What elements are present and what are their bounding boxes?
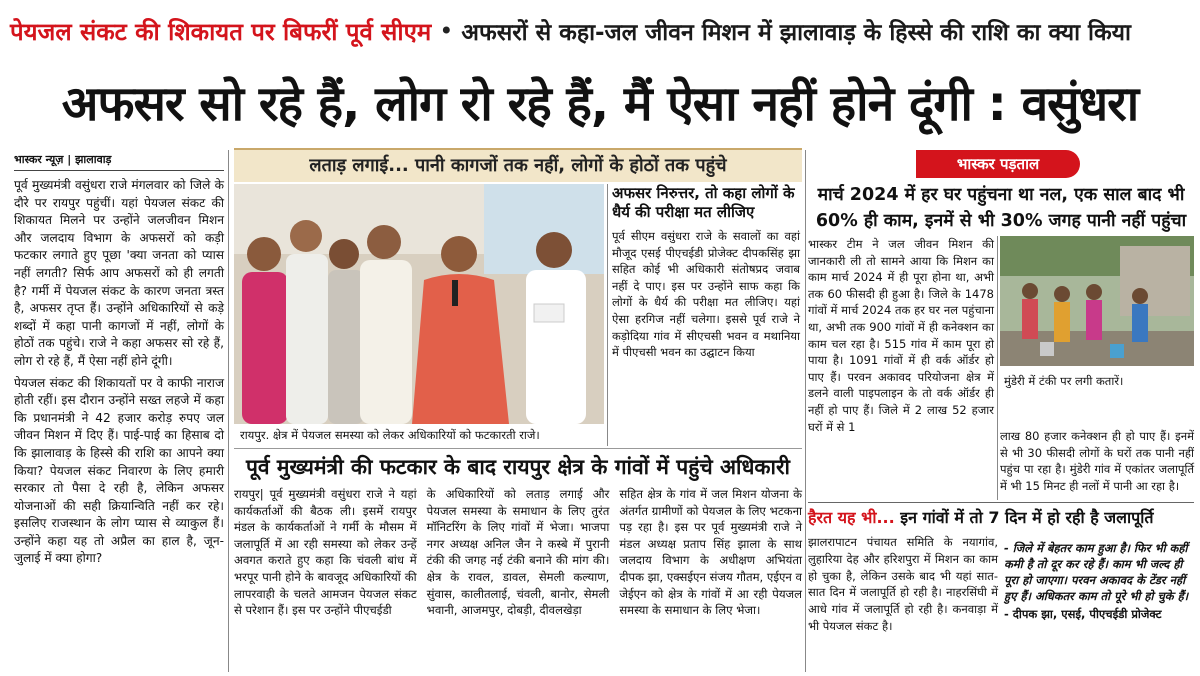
middle-story-heading: अफसर निरुत्तर, तो कहा लोगों के धैर्य की परीक्षा मत लीजिए bbox=[612, 184, 795, 221]
left-paragraph-2: पेयजल संकट की शिकायतों पर वे काफी नाराज होती रहीं। इस दौरान उन्होंने सख्त लहजे में कहा कि प्रधानमंत्री ने 42 हजार करोड़ रुपए जल जीवन मिशन में दिए हैं। पाई-पाई का हिसाब दो कि झालावाड़ के हिस्से की राशि का आपने क्या किया? पेयजल संकट निवारण के लिए हमारी सरकार तो पैसा दे रही है, लेकिन अफसर योजनाओं की सही क्रियान्विति नहीं कर रहे। इसलिए राजस्थान के लोग प्यास से व्याकुल हैं। उन्होंने कहा यह तो अप्रैल का हाल है, जून-जुलाई में क्या होगा? bbox=[14, 375, 224, 566]
padtal-heading: मार्च 2024 में हर घर पहुंचना था नल, एक साल बाद भी 60% ही काम, इनमें से भी 30% जगह पानी नहीं पहुंचा bbox=[815, 185, 1187, 231]
haurat-lead: हैरत यह भी... bbox=[808, 508, 895, 527]
column-divider-left bbox=[228, 150, 229, 672]
bottom-column-1: रायपुर| पूर्व मुख्यमंत्री वसुंधरा राजे ने यहां कार्यकर्ताओं की बैठक ली। इसमें रायपुर मंडल के कार्यकर्ताओं ने गर्मी के मौसम में जलापूर्ति में आ रही समस्या को लेकर उन्हें अवगत कराते हुए कहा कि चंवली बांध में भरपूर पानी होने के बावजूद अधिकारियों की लापरवाही के चलते आमजन पेयजल संकट से परेशान हैं। इस पर उन्होंने पीएचईडी bbox=[234, 487, 417, 618]
padtal-body-continued: लाख 80 हजार कनेक्शन ही हो पाए हैं। इनमें से भी 30 फीसदी लोगों के घरों तक पानी नहीं पहुंच पा रहा है। मुंडेरी गांव में एकांतर जलापूर्ति में भी 15 मिनट ही नलों में पानी आ रहा है। bbox=[1000, 429, 1194, 493]
village-photo-caption: मुंडेरी में टंकी पर लगी कतारें। bbox=[1004, 374, 1124, 388]
village-photo bbox=[1000, 236, 1194, 366]
news-photo bbox=[234, 184, 604, 424]
left-paragraph-1: पूर्व मुख्यमंत्री वसुंधरा राजे मंगलवार को जिले के दौरे पर रायपुर पहुंचीं। यहां पेयजल संकट की शिकायत मिलने पर उन्होंने जलजीवन मिशन और जलदाय विभाग के अफसरों को कड़ी फटकार लगाते हुए पूछा 'क्या जनता को प्यास नहीं लगती? सिर्फ आप अफसरों को ही लगती है? गर्मी में पेयजल संकट के कारण जनता त्रस्त है, अफसर तृप्त हैं। उन्होंने अधिकारियों से कड़े शब्दों में कहा पानी कागजों में नहीं, लोगों के होठों तक पहुंचे। राजे ने कहा अफसर सो रहे हैं, लोग रो रहे हैं, मैं ऐसा नहीं होने दूंगी। bbox=[14, 178, 224, 368]
haurat-body-column bbox=[808, 534, 998, 672]
column-divider-middle bbox=[607, 184, 608, 446]
quote-text: - जिले में बेहतर काम हुआ है। फिर भी कहीं कमी है तो दूर कर रहे हैं। काम भी जल्द ही पूरा हो जाएगा। परवन अकावद के टेंडर नहीं हुए हैं। अधिकतर काम तो पूरे भी हो चुके हैं। bbox=[1004, 541, 1189, 603]
padtal-body-column bbox=[808, 236, 994, 496]
padtal-body: भास्कर टीम ने जल जीवन मिशन की जानकारी ली तो सामने आया कि मिशन का काम मार्च 2024 में ही पूरा होना था, अभी तक 60 फीसदी ही हुआ है। जिले के 1478 गांवों में मार्च 2024 तक हर घर नल पहुंचाना था, अभी तक 900 गांवों में ही कनेक्शन का काम चल रहा है। 515 गांव में काम पूरा हो पाया है। 1091 गांवों में ही वर्क ऑर्डर हो पाए हैं। परवन अकावद परियोजना क्षेत्र में डलने वाली पाइपलाइन के तो वर्क ऑर्डर ही नहीं हो पाए हैं। जिले में 2 लाख 52 हजार घरों में से 1 bbox=[808, 237, 994, 434]
kicker-red-text: पेयजल संकट की शिकायत पर बिफरीं पूर्व सीएम bbox=[10, 17, 432, 46]
news-photo-illustration bbox=[234, 184, 604, 424]
bottom-column-3: सहित क्षेत्र के गांव में जल मिशन योजना के अंतर्गत ग्रामीणों को पेयजल के लिए भटकना पड़ रहा है। इस पर पूर्व मुख्यमंत्री राजे ने मंडल अध्यक्ष प्रताप सिंह झाला के साथ जलदाय विभाग के अधीक्षण अभियंता दीपक झा, एक्सईएन संजय गौतम, एईएन व जेईएन को क्षेत्र के गांवों में आ रही पेयजल समस्या के समाधान के लिए भेजा। bbox=[619, 487, 803, 618]
padtal-badge: भास्कर पड़ताल bbox=[916, 150, 1080, 178]
column-divider-padtal bbox=[997, 236, 998, 500]
kicker-dark-text: अफसरों से कहा-जल जीवन मिशन में झालावाड़ के हिस्से की राशि का क्या किया bbox=[461, 20, 1131, 46]
kicker-line bbox=[0, 0, 1200, 62]
main-headline: अफसर सो रहे हैं, लोग रो रहे हैं, मैं ऐसा नहीं होने दूंगी : वसुंधरा bbox=[61, 76, 1139, 132]
left-column bbox=[14, 152, 224, 672]
haurat-rest: इन गांवों में तो 7 दिन में हो रही है जलापूर्ति bbox=[894, 508, 1154, 527]
haurat-body: झालरापाटन पंचायत समिति के नयागांव, लुहारिया देह और हरिशपुरा में मिशन का काम हो चुका है, लेकिन उसके बाद भी यहां सात-सात दिन में जलापूर्ति हो रही है। नाहरसिंघी में आधे गांव में जलापूर्ति हो रही है। कनवाड़ा में भी पेयजल संकट है। bbox=[808, 535, 998, 633]
kicker-bullet: • bbox=[439, 17, 454, 45]
village-photo-illustration bbox=[1000, 236, 1194, 366]
haurat-heading bbox=[808, 502, 1194, 530]
secondary-headline: पूर्व मुख्यमंत्री की फटकार के बाद रायपुर क्षेत्र के गांवों में पहुंचे अधिकारी bbox=[234, 448, 802, 484]
middle-story bbox=[612, 184, 800, 446]
column-divider-right bbox=[805, 150, 806, 672]
middle-story-body: पूर्व सीएम वसुंधरा राजे के सवालों का वहां मौजूद एसई पीएचईडी प्रोजेक्ट दीपकसिंह झा सहित कोई भी अधिकारी संतोषप्रद जवाब नहीं दे पाए। इस पर उन्होंने साफ कहा कि लोगों के धैर्य की परीक्षा मत लीजिए। यहां ऐसा हरगिज नहीं चलेगा। इससे पूर्व राजे ने कड़ोदिया गांव में सीएचसी भवन व मथानिया में पीएचसी भवन का उद्घाटन किया bbox=[612, 229, 800, 360]
bottom-column-2: के अधिकारियों को लताड़ लगाई और पेयजल समस्या के समाधान के लिए तुरंत मॉनिटरिंग के लिए गांवों में भेजा। भाजपा नगर अध्यक्ष अनिल जैन ने कस्बे में पुरानी टंकी की जगह नई टंकी बनाने की मांग की। क्षेत्र के रावल, डावल, सेमली कल्याण, सुंवास, कालीतलाई, चंवली, बानोर, सेमली भवानी, आजमपुर, दोबड़ी, दीवलखेड़ा bbox=[426, 487, 610, 618]
official-quote bbox=[1004, 540, 1194, 672]
padtal-body-continued-column bbox=[1000, 428, 1194, 498]
photo-caption: रायपुर. क्षेत्र में पेयजल समस्या को लेकर अधिकारियों को फटकारती राजे। bbox=[234, 424, 604, 446]
dateline: भास्कर न्यूज़ | झालावाड़ bbox=[14, 152, 224, 171]
photo-section-title: लताड़ लगाई... पानी कागजों तक नहीं, लोगों के होठों तक पहुंचे bbox=[234, 148, 802, 182]
quote-attribution: - दीपक झा, एसई, पीएचईडी प्रोजेक्ट bbox=[1004, 607, 1162, 621]
bottom-story bbox=[234, 486, 802, 672]
